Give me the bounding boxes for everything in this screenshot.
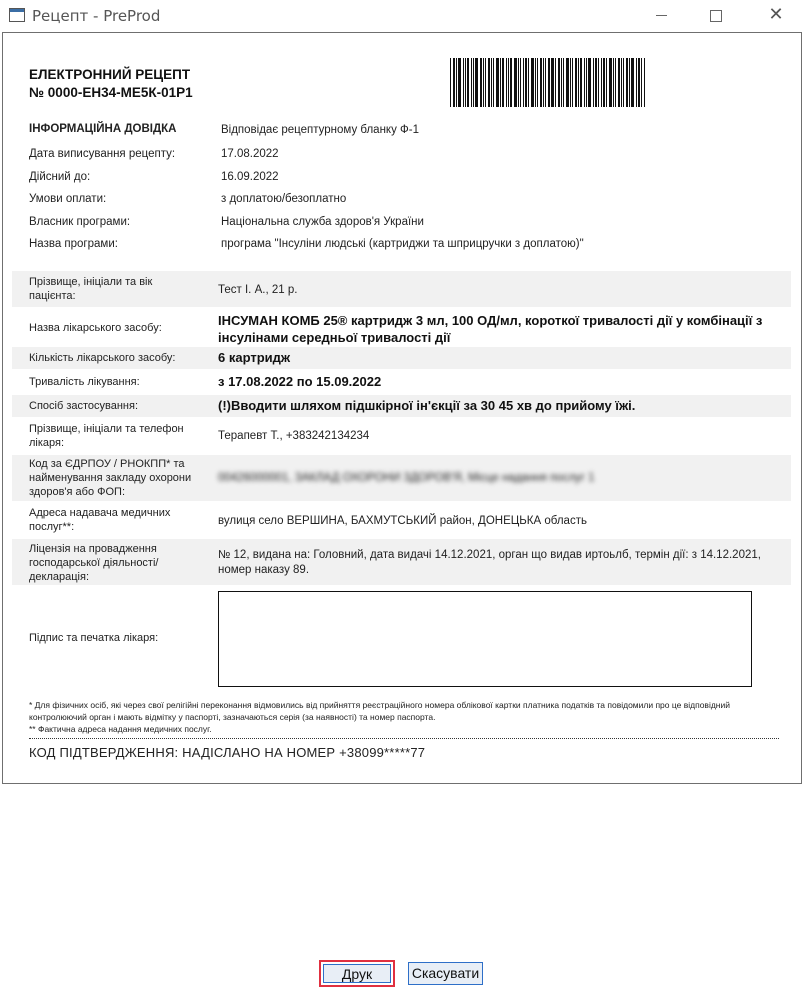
- row-value: 6 картридж: [218, 350, 291, 365]
- footnotes: [29, 699, 769, 735]
- barcode-bar: [586, 58, 587, 107]
- confirmation-code: КОД ПІДТВЕРДЖЕННЯ: НАДІСЛАНО НА НОМЕР +38099*****77: [29, 745, 426, 760]
- barcode-bar: [595, 58, 597, 107]
- barcode-bar: [578, 58, 579, 107]
- table-row-duration: [12, 371, 791, 393]
- barcode-bar: [518, 58, 519, 107]
- table-row-quantity: [12, 347, 791, 369]
- row-label: Кількість лікарського засобу:: [29, 352, 176, 364]
- barcode-bar: [575, 58, 577, 107]
- info-value: 16.09.2022: [221, 171, 279, 183]
- barcode-bar: [475, 58, 478, 107]
- barcode-bar: [508, 58, 509, 107]
- barcode-bar: [626, 58, 628, 107]
- barcode-bar: [584, 58, 585, 107]
- print-button[interactable]: Друк: [323, 964, 391, 983]
- row-value: вулиця село ВЕРШИНА, БАХМУТСЬКИЙ район, ДОНЕЦЬКА область: [218, 515, 587, 527]
- info-value: програма "Інсуліни людські (картриджи та шприцручки з доплатою)": [221, 238, 584, 250]
- table-row-patient: [12, 271, 791, 307]
- barcode-bar: [485, 58, 486, 107]
- recipe-title-line1: ЕЛЕКТРОННИЙ РЕЦЕПТ: [29, 67, 191, 82]
- title-bar: [0, 0, 805, 32]
- row-label: Код за ЄДРПОУ / РНОКПП* та найменування закладу охорони здоров'я або ФОП:: [29, 458, 192, 498]
- barcode-bar: [615, 58, 616, 107]
- table-row-address: [12, 503, 791, 537]
- info-value: з доплатою/безоплатно: [221, 193, 347, 205]
- dotted-separator: [29, 738, 779, 739]
- barcode-bar: [531, 58, 534, 107]
- row-label: Спосіб застосування:: [29, 400, 139, 412]
- barcode-bar: [623, 58, 624, 107]
- row-label: Тривалість лікування:: [29, 376, 140, 388]
- minimize-button[interactable]: [638, 0, 684, 32]
- barcode-bar: [500, 58, 501, 107]
- barcode-bar: [613, 58, 614, 107]
- barcode-bar: [601, 58, 602, 107]
- recipe-document: [2, 32, 802, 784]
- barcode-bar: [493, 58, 494, 107]
- barcode-bar: [543, 58, 544, 107]
- barcode-bar: [491, 58, 492, 107]
- row-value: Терапевт Т., +383242134234: [218, 430, 370, 442]
- barcode: [450, 58, 774, 107]
- barcode-bar: [510, 58, 512, 107]
- barcode-bar: [598, 58, 599, 107]
- barcode-bar: [473, 58, 474, 107]
- barcode-bar: [636, 58, 637, 107]
- info-header-value: Відповідає рецептурному бланку Ф-1: [221, 124, 420, 136]
- barcode-bar: [471, 58, 472, 107]
- barcode-bar: [606, 58, 607, 107]
- row-label: Прізвище, ініціали та телефон лікаря:: [29, 423, 184, 449]
- print-button-focus-frame[interactable]: [319, 960, 395, 987]
- info-value: Національна служба здоров'я України: [221, 216, 424, 228]
- recipe-number: № 0000-ЕН34-МЕ5К-01Р1: [29, 85, 193, 100]
- info-label: Дата виписування рецепту:: [29, 148, 176, 160]
- barcode-bar: [525, 58, 527, 107]
- window-title: Рецепт - PreProd: [32, 7, 161, 25]
- barcode-bar: [580, 58, 582, 107]
- close-button[interactable]: [753, 0, 799, 32]
- maximize-button[interactable]: [693, 0, 739, 32]
- barcode-bar: [551, 58, 554, 107]
- barcode-bar: [618, 58, 620, 107]
- app-window-icon: [9, 8, 25, 22]
- row-label: Назва лікарського засобу:: [29, 322, 162, 334]
- barcode-bar: [523, 58, 524, 107]
- barcode-bar: [545, 58, 546, 107]
- barcode-bar: [465, 58, 466, 107]
- row-label: Підпис та печатка лікаря:: [29, 632, 159, 644]
- row-value-redacted: 00426000001, ЗАКЛАД ОХОРОНИ ЗДОРОВ'Я, Місце надання послуг 1: [218, 472, 595, 484]
- barcode-bar: [540, 58, 542, 107]
- cancel-button[interactable]: Скасувати: [408, 962, 483, 985]
- barcode-bar: [528, 58, 529, 107]
- barcode-bar: [641, 58, 642, 107]
- info-label: Власник програми:: [29, 216, 131, 228]
- barcode-bar: [593, 58, 594, 107]
- barcode-bar: [563, 58, 564, 107]
- barcode-bar: [463, 58, 464, 107]
- barcode-bar: [631, 58, 634, 107]
- footnote-1: * Для фізичних осіб, які через свої релігійні переконання відмовились від прийняття реєстраційного номера облікової картки платника податків та повідомили про це відповідний контролюючий орган і мають відмітку у паспорті, зазначаються серія (за наявності) та номер паспорта.: [29, 700, 730, 722]
- barcode-bar: [566, 58, 569, 107]
- barcode-bar: [609, 58, 612, 107]
- barcode-bar: [458, 58, 461, 107]
- barcode-bar: [548, 58, 550, 107]
- barcode-bar: [603, 58, 605, 107]
- barcode-bar: [456, 58, 457, 107]
- barcode-bar: [488, 58, 490, 107]
- barcode-bar: [506, 58, 507, 107]
- barcode-bar: [450, 58, 451, 107]
- signature-box: [218, 591, 752, 687]
- row-value: ІНСУМАН КОМБ 25® картридж 3 мл, 100 ОД/мл, короткої тривалості дії у комбінації з інсулінами середньої тривалості дії: [218, 313, 763, 345]
- barcode-bar: [502, 58, 504, 107]
- barcode-bar: [629, 58, 630, 107]
- table-row-usage: [12, 395, 791, 417]
- barcode-bar: [480, 58, 482, 107]
- row-label: Адреса надавача медичних послуг**:: [29, 507, 171, 533]
- info-value: 17.08.2022: [221, 148, 279, 160]
- barcode-bar: [467, 58, 469, 107]
- row-value: Тест І. А., 21 р.: [218, 284, 298, 296]
- info-label: Назва програми:: [29, 238, 118, 250]
- barcode-bar: [572, 58, 573, 107]
- barcode-bar: [638, 58, 640, 107]
- barcode-bar: [453, 58, 455, 107]
- barcode-bar: [621, 58, 622, 107]
- close-icon: ✕: [768, 4, 784, 25]
- maximize-icon: [710, 10, 722, 22]
- row-value: № 12, видана на: Головний, дата видачі 14.12.2021, орган що видав иртоьлб, термін дії: з 14.12.2021, номер наказу 89.: [218, 549, 761, 576]
- recipe-title: [29, 66, 193, 102]
- barcode-bar: [555, 58, 556, 107]
- barcode-bar: [496, 58, 499, 107]
- barcode-bar: [514, 58, 517, 107]
- barcode-bar: [558, 58, 560, 107]
- table-row-license: [12, 539, 791, 585]
- barcode-bar: [588, 58, 591, 107]
- barcode-bar: [570, 58, 571, 107]
- table-row-doctor: [12, 419, 791, 453]
- barcode-bar: [483, 58, 484, 107]
- barcode-bar: [537, 58, 538, 107]
- barcode-bar: [535, 58, 536, 107]
- footnote-2: ** Фактична адреса надання медичних послуг.: [29, 724, 212, 734]
- table-row-facility: [12, 455, 791, 501]
- table-row-medicine: [12, 309, 791, 345]
- barcode-bar: [644, 58, 645, 107]
- info-label: Дійсний до:: [29, 171, 91, 183]
- barcode-bar: [520, 58, 521, 107]
- row-label: Прізвище, ініціали та вік пацієнта:: [29, 276, 153, 302]
- row-value: (!)Вводити шляхом підшкірної ін'єкції за 30 45 хв до прийому їжі.: [218, 398, 636, 413]
- row-value: з 17.08.2022 по 15.09.2022: [218, 374, 382, 389]
- info-header: ІНФОРМАЦІЙНА ДОВІДКА: [29, 123, 177, 135]
- row-label: Ліцензія на провадження господарської діяльності/декларація:: [29, 543, 159, 583]
- info-label: Умови оплати:: [29, 193, 107, 205]
- minimize-icon: [656, 15, 667, 16]
- barcode-bar: [561, 58, 562, 107]
